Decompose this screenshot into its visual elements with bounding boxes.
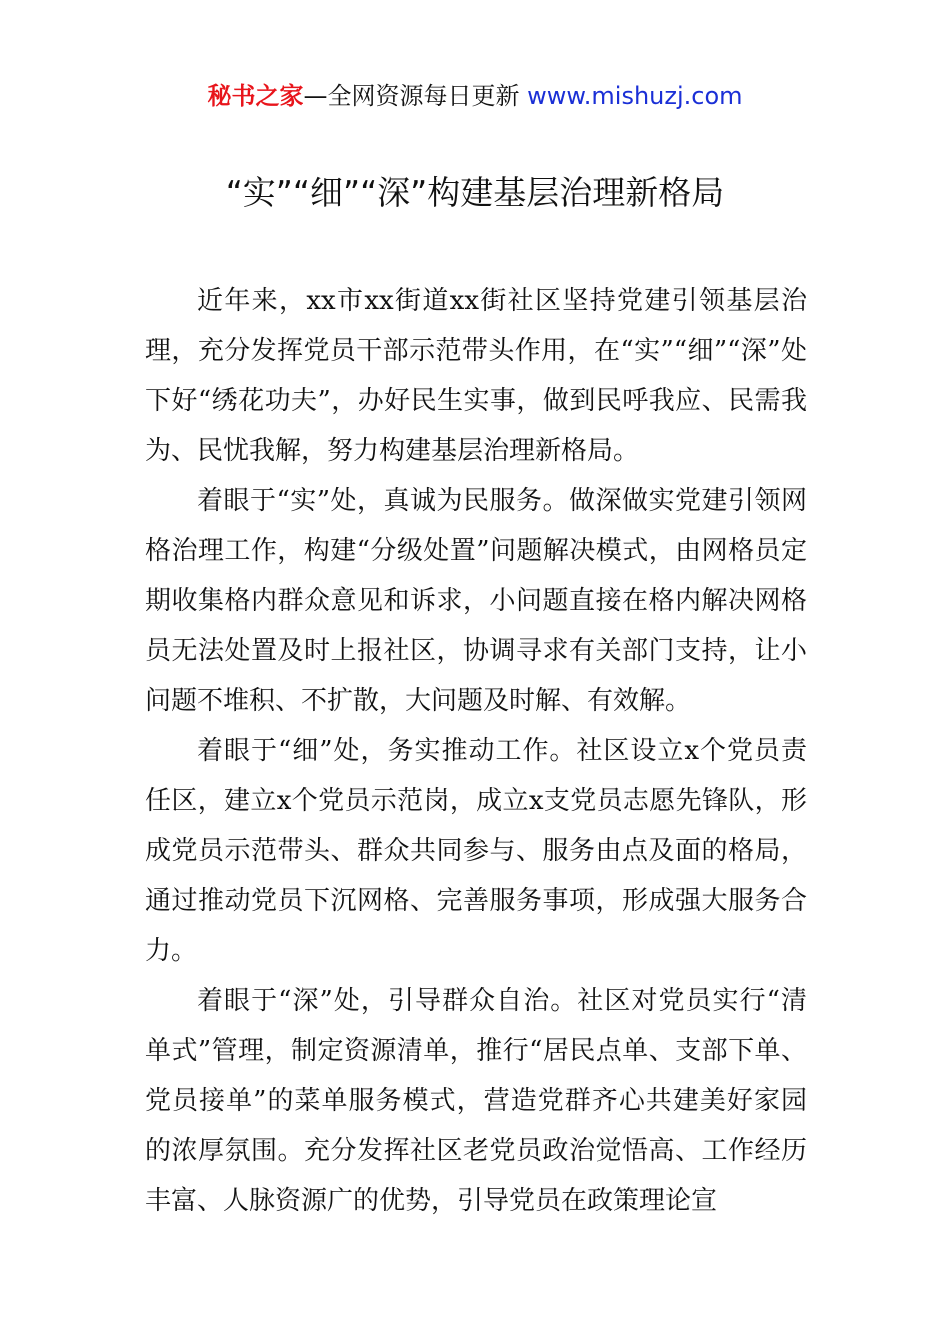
site-header <box>0 78 950 114</box>
brand-name: 秘书之家 <box>207 82 304 110</box>
document-body <box>145 276 807 1226</box>
paragraph-xi: 着眼于“细”处，务实推动工作。社区设立x个党员责任区，建立x个党员示范岗，成立x支党员志愿先锋队，形成党员示范带头、群众共同参与、服务由点及面的格局，通过推动党员下沉网格、完善服务事项，形成强大服务合力。 <box>145 736 807 966</box>
document-title: “实”“细”“深”构建基层治理新格局 <box>225 173 725 212</box>
paragraph-shen: 着眼于“深”处，引导群众自治。社区对党员实行“清单式”管理，制定资源清单，推行“居民点单、支部下单、党员接单”的菜单服务模式，营造党群齐心共建美好家园的浓厚氛围。充分发挥社区老党员政治觉悟高、工作经历丰富、人脉资源广的优势，引导党员在政策理论宣 <box>145 986 807 1216</box>
header-tagline: —全网资源每日更新 <box>303 82 528 110</box>
site-url-link[interactable]: www.mishuzj.com <box>527 82 743 110</box>
paragraph-shi: 着眼于“实”处，真诚为民服务。做深做实党建引领网格治理工作，构建“分级处置”问题解决模式，由网格员定期收集格内群众意见和诉求，小问题直接在格内解决网格员无法处置及时上报社区，协调寻求有关部门支持，让小问题不堆积、不扩散，大问题及时解、有效解。 <box>145 486 807 716</box>
paragraph-intro: 近年来，xx市xx街道xx街社区坚持党建引领基层治理，充分发挥党员干部示范带头作用，在“实”“细”“深”处下好“绣花功夫”，办好民生实事，做到民呼我应、民需我为、民忧我解，努力构建基层治理新格局。 <box>145 286 807 466</box>
